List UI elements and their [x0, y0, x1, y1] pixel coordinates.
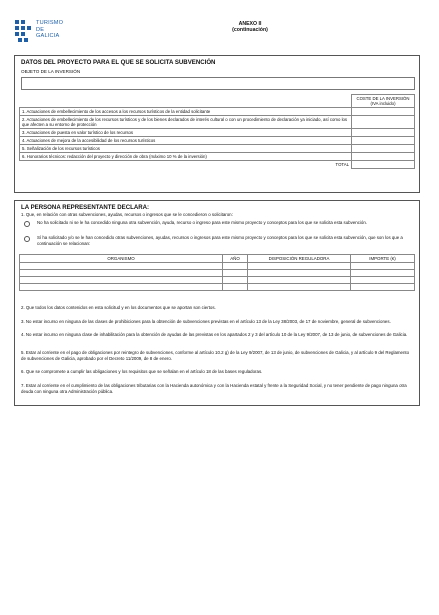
- cost-input[interactable]: [352, 116, 415, 129]
- declaration-item-3: 3. No estar incurso en ninguna de las clases de prohibiciones para la obtención de subvenciones previstas en el artículo 13 de la Ley 38/2003, de 17 de noviembre, general de subvenciones.: [21, 319, 391, 324]
- table-row: [20, 277, 415, 284]
- disposicion-input[interactable]: [248, 270, 351, 277]
- table-row: [20, 270, 415, 277]
- declaration-item-7: 7. Estar al corriente en el cumplimiento de las obligaciones tributarias con la Hacienda autonómica y con la Hacienda estatal y frente a la Seguridad Social, y no tener pendiente de pago ninguna otra deuda con ninguna otra Administración pública.: [21, 383, 407, 394]
- organismo-input[interactable]: [20, 277, 223, 284]
- option-b-label: Sí ha solicitado y/o se le han concedido otras subvenciones, ayudas, recursos o ingresos para este mismo proyecto y conceptos para los que se solicita esta subvención, que son los que a continuación se relacionan:: [37, 235, 403, 246]
- total-input[interactable]: [352, 161, 415, 169]
- organismo-input[interactable]: [20, 263, 223, 270]
- row-label: 5. Señalización de los recursos turísticos: [20, 145, 352, 153]
- anio-input[interactable]: [223, 277, 248, 284]
- row-label: 3. Actuaciones de puesta en valor turístico de los recursos: [20, 129, 352, 137]
- annex-subtitle: (continuación): [232, 27, 268, 34]
- section-title: DATOS DEL PROYECTO PARA EL QUE SE SOLICITA SUBVENCIÓN: [21, 59, 216, 66]
- table-row: [20, 108, 415, 116]
- logo-line-1: TURISMO: [36, 20, 64, 26]
- declaration-item-5: 5. Estar al corriente en el pago de obligaciones por reintegro de subvenciones, conforme al artículo 10.2 g) de la Ley 9/2007, de 13 de junio, de subvenciones de Galicia, y al artículo 9 del Reglamento de subvenciones de Galicia, aprobado por el Decreto 11/2009, de 8 de enero.: [21, 350, 410, 361]
- table-row: [20, 116, 415, 129]
- anio-input[interactable]: [223, 270, 248, 277]
- declaration-section: [14, 200, 420, 406]
- turismo-galicia-logo: [14, 18, 74, 50]
- total-row: [20, 161, 415, 169]
- disposicion-input[interactable]: [248, 284, 351, 291]
- section-title: LA PERSONA REPRESENTANTE DECLARA:: [21, 204, 150, 211]
- table-row: [20, 263, 415, 270]
- annex-title: ANEXO II: [238, 21, 262, 27]
- cost-input[interactable]: [352, 129, 415, 137]
- row-label: 4. Actuaciones de mejora de la accesibilidad de los recursos turísticos: [20, 137, 352, 145]
- annex-heading: [200, 21, 300, 33]
- importe-input[interactable]: [351, 277, 415, 284]
- option-a-label: No ha solicitado ni se le ha concedido ninguna otra subvención, ayuda, recurso o ingreso para este mismo proyecto y conceptos para los que se solicita esta subvención.: [37, 220, 367, 225]
- logo-text: [36, 20, 63, 40]
- row-label: 6. Honorarios técnicos: redacción del proyecto y dirección de obra (máximo 10 % de la inversión): [20, 153, 352, 161]
- col-anio: AÑO: [223, 255, 248, 263]
- table-row: [20, 284, 415, 291]
- other-aid-table: [19, 254, 415, 291]
- investment-table: [19, 94, 415, 169]
- table-row: [20, 145, 415, 153]
- objeto-input[interactable]: [21, 77, 415, 90]
- declaration-item-2: 2. Que todos los datos contenidos en esta solicitud y en los documentos que se aportan son ciertos.: [21, 305, 216, 310]
- cost-header-line1: COSTE DE LA INVERSIÓN: [356, 96, 410, 101]
- disposicion-input[interactable]: [248, 263, 351, 270]
- organismo-input[interactable]: [20, 284, 223, 291]
- col-importe: IMPORTE (€): [351, 255, 415, 263]
- declaration-item-1: 1. Que, en relación con otras subvenciones, ayudas, recursos o ingresos que se le concedieron o solicitaron:: [21, 212, 233, 217]
- row-label: 1. Actuaciones de embellecimiento de los accesos a los recursos turísticos de la entidad solicitante: [20, 108, 352, 116]
- cost-input[interactable]: [352, 108, 415, 116]
- radio-option-a[interactable]: [24, 221, 30, 227]
- table-header-row: [20, 95, 415, 108]
- cost-input[interactable]: [352, 145, 415, 153]
- table-row: [20, 153, 415, 161]
- table-row: [20, 129, 415, 137]
- total-label: TOTAL: [20, 161, 352, 169]
- cost-input[interactable]: [352, 137, 415, 145]
- importe-input[interactable]: [351, 284, 415, 291]
- project-data-section: [14, 55, 420, 193]
- logo-line-2: DE: [36, 26, 45, 33]
- importe-input[interactable]: [351, 263, 415, 270]
- logo-line-3: GALICIA: [36, 33, 60, 40]
- col-disposicion: DISPOSICIÓN REGULADORA: [248, 255, 351, 263]
- anio-input[interactable]: [223, 284, 248, 291]
- table-header-row: [20, 255, 415, 263]
- cost-header: [352, 95, 415, 108]
- declaration-item-4: 4. No estar incurso en ninguna clase de inhabilitación para la obtención de ayudas de las previstas en los apartados 2 y 3 del artículo 10 de la Ley 9/2007, de 13 de junio, de subvenciones de Galicia.: [21, 332, 408, 337]
- cost-header-line2: (IVA incluido): [370, 101, 396, 106]
- importe-input[interactable]: [351, 270, 415, 277]
- cost-input[interactable]: [352, 153, 415, 161]
- organismo-input[interactable]: [20, 270, 223, 277]
- radio-option-b[interactable]: [24, 236, 30, 242]
- objeto-label: OBJETO DE LA INVERSIÓN: [21, 69, 81, 74]
- anio-input[interactable]: [223, 263, 248, 270]
- row-label: 2. Actuaciones de embellecimiento de los recursos turísticos y de los bienes declarados de interés cultural o con un procedimiento de declaración ya iniciado, así como los que afecten a su entorno de protección: [20, 116, 352, 129]
- col-organismo: ORGANISMO: [20, 255, 223, 263]
- disposicion-input[interactable]: [248, 277, 351, 284]
- table-row: [20, 137, 415, 145]
- declaration-item-6: 6. Que se compromete a cumplir las obligaciones y los requisitos que se señalan en el artículo 18 de las bases reguladoras.: [21, 369, 263, 374]
